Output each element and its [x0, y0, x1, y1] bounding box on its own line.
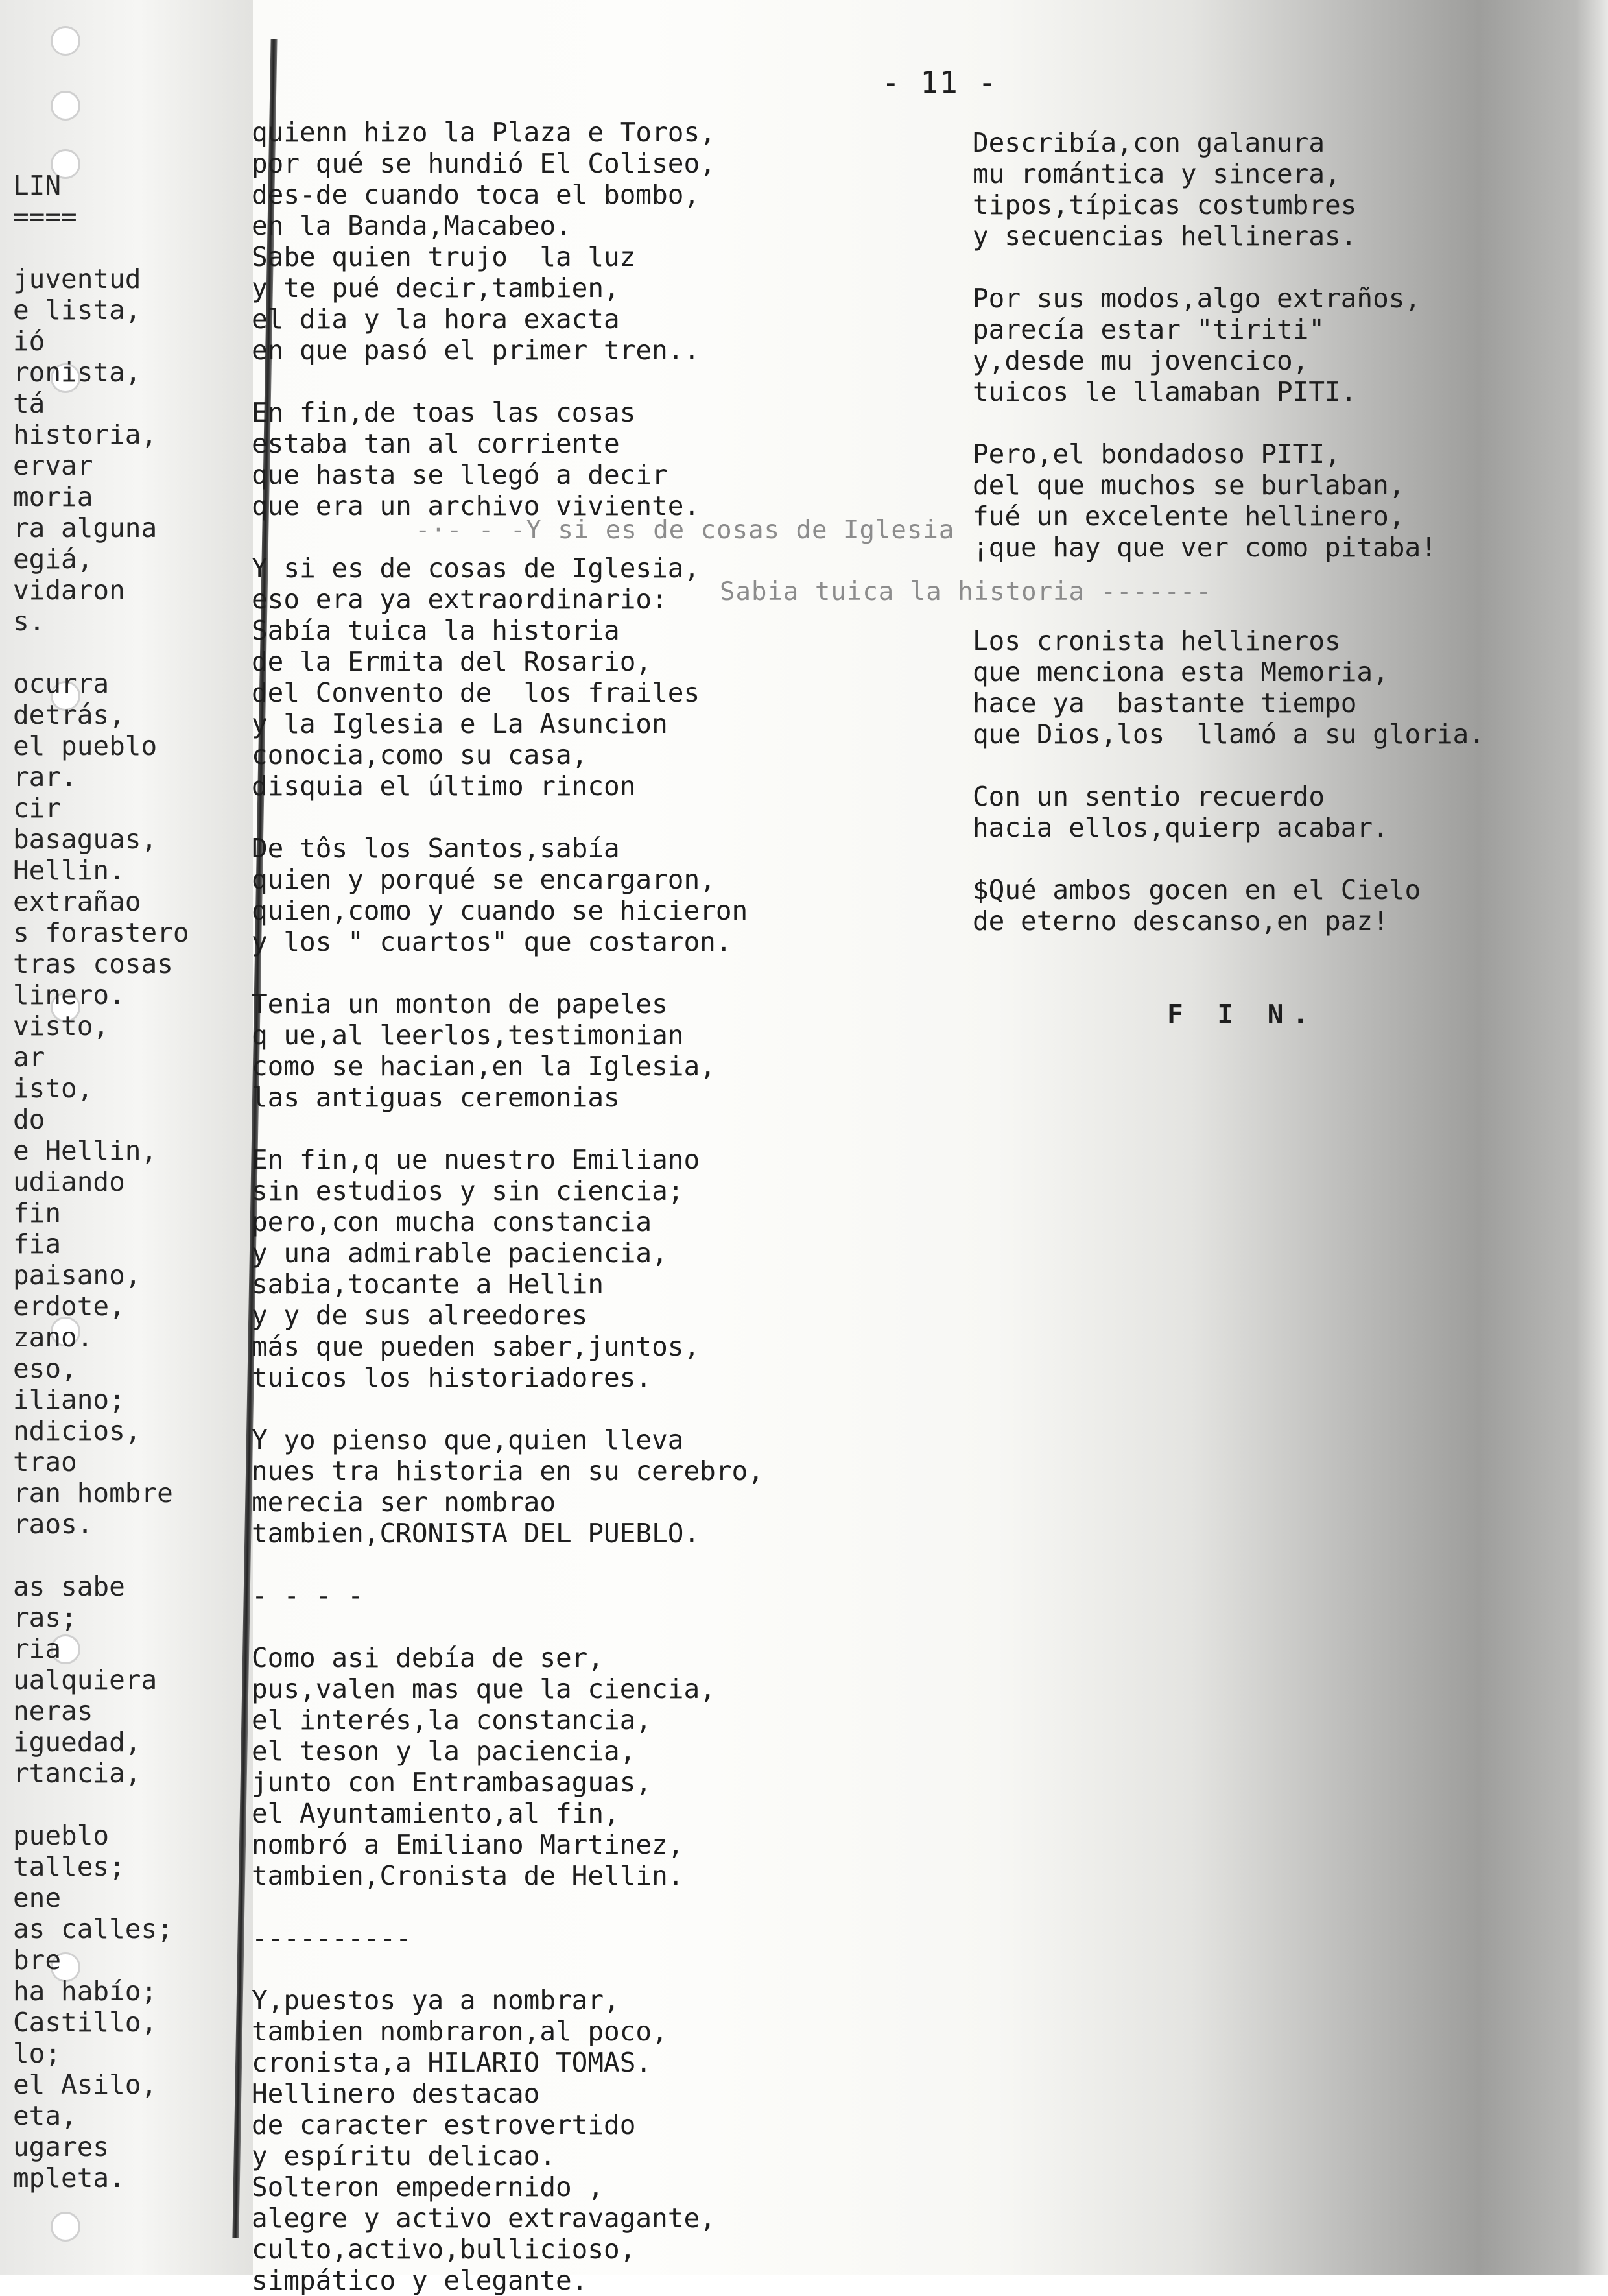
fragment-line: visto, [13, 1010, 110, 1042]
poem-line: En fin,q ue nuestro Emiliano [252, 1144, 700, 1175]
poem-line: que era un archivo viviente. [252, 490, 700, 521]
fragment-line: pueblo [13, 1820, 110, 1851]
stanza-gap [252, 366, 952, 397]
poem-line: hacia ellos,quierp acabar. [973, 812, 1389, 843]
poem-line: tambien,CRONISTA DEL PUEBLO. [252, 1518, 700, 1549]
poem-line: Por sus modos,algo extraños, [973, 283, 1421, 314]
binder-hole-icon [51, 26, 80, 56]
poem-line: Sabe quien trujo la luz [252, 241, 636, 272]
poem-line: Y si es de cosas de Iglesia, [252, 553, 700, 584]
poem-line: Solteron empedernido , [252, 2171, 604, 2203]
fragment-line: paisano, [13, 1260, 141, 1291]
poem-line: por qué se hundió El Coliseo, [252, 148, 716, 179]
fragment-line: do [13, 1104, 45, 1135]
fragment-line: detrás, [13, 699, 125, 730]
poem-line: alegre y activo extravagante, [252, 2203, 716, 2234]
fragment-line: linero. [13, 979, 125, 1010]
overprinted-text-2: Sabia tuica la historia ------- [720, 577, 1212, 606]
poem-line: cronista,a HILARIO TOMAS. [252, 2047, 652, 2078]
poem-line: conocia,como su casa, [252, 739, 588, 771]
poem-line: pus,valen mas que la ciencia, [252, 1673, 716, 1704]
fragment-line: eta, [13, 2100, 77, 2131]
poem-line: hace ya bastante tiempo [973, 688, 1357, 719]
stanza-gap [13, 1789, 246, 1820]
stanza-gap [973, 750, 1595, 781]
poem-line: en la Banda,Macabeo. [252, 210, 572, 241]
stanza-gap [973, 594, 1595, 625]
poem-line: del que muchos se burlaban, [973, 470, 1405, 501]
fragment-line: ra alguna [13, 512, 158, 544]
stanza-gap [252, 802, 952, 833]
poem-line: nues tra historia en su cerebro, [252, 1455, 764, 1487]
poem-line: $Qué ambos gocen en el Cielo [973, 874, 1421, 905]
fragment-line: erdote, [13, 1291, 125, 1322]
stanza-gap [973, 968, 1595, 999]
fragment-line: as sabe [13, 1571, 125, 1602]
fragment-line: fin [13, 1197, 62, 1228]
stanza-gap [252, 1954, 952, 1985]
fragment-line: tá [13, 388, 45, 419]
poem-line: en que pasó el primer tren.. [252, 335, 700, 366]
poem-line: Tenia un monton de papeles [252, 988, 668, 1020]
stanza-gap [13, 232, 246, 263]
fragment-line: e lista, [13, 294, 141, 326]
binder-hole-icon [51, 91, 80, 121]
poem-line: q ue,al leerlos,testimonian [252, 1020, 684, 1051]
fragment-line: tras cosas [13, 948, 173, 979]
poem-line: y,desde mu jovencico, [973, 345, 1309, 376]
poem-line: F I N. [1167, 999, 1318, 1030]
fragment-line: zano. [13, 1322, 93, 1353]
fragment-line: udiando [13, 1166, 125, 1197]
fragment-line: juventud [13, 263, 141, 294]
fragment-line: isto, [13, 1073, 93, 1104]
poem-line: y y de sus alreedores [252, 1300, 588, 1331]
stanza-gap [252, 1611, 952, 1642]
fragment-line: vidaron [13, 575, 125, 606]
stanza-gap [252, 957, 952, 988]
fragment-line: raos. [13, 1509, 93, 1540]
fragment-line: ugares [13, 2131, 110, 2162]
fragment-line: mpleta. [13, 2162, 125, 2194]
fragment-line: bre [13, 1944, 62, 1976]
poem-line: quien,como y cuando se hicieron [252, 895, 748, 926]
fragment-line: Hellin. [13, 855, 125, 886]
poem-line: que hasta se llegó a decir [252, 459, 668, 490]
poem-line: Pero,el bondadoso PITI, [973, 438, 1341, 470]
stanza-gap [13, 637, 246, 668]
poem-line: culto,activo,bullicioso, [252, 2234, 636, 2265]
poem-line: sabia,tocante a Hellin [252, 1269, 604, 1300]
poem-line: quienn hizo la Plaza e Toros, [252, 117, 716, 148]
poem-line: Sabía tuica la historia [252, 615, 620, 646]
fragment-line: rar. [13, 761, 77, 793]
fragment-line: basaguas, [13, 824, 158, 855]
poem-line: disquia el último rincon [252, 771, 636, 802]
fragment-line: ervar [13, 450, 93, 481]
fragment-line: ar [13, 1042, 45, 1073]
poem-line: Y yo pienso que,quien lleva [252, 1424, 684, 1455]
poem-line: quien y porqué se encargaron, [252, 864, 716, 895]
stanza-gap [13, 1540, 246, 1571]
poem-line: merecia ser nombrao [252, 1487, 556, 1518]
fragment-line: traо [13, 1446, 77, 1477]
poem-line: y espíritu delicao. [252, 2140, 556, 2171]
poem-line: del Convento de los frailes [252, 677, 700, 708]
poem-line: nombró a Emiliano Martinez, [252, 1829, 684, 1860]
poem-line: de la Ermita del Rosario, [252, 646, 652, 677]
fragment-line: lo; [13, 2038, 62, 2069]
stanza-gap [973, 563, 1595, 594]
poem-line: ¡que hay que ver como pitaba! [973, 532, 1437, 563]
poem-line: mu romántica y sincera, [973, 158, 1341, 189]
fragment-line: moria [13, 481, 93, 512]
poem-column-right [973, 127, 1595, 1030]
overprinted-text: -·- - -Y si es de cosas de Iglesia [415, 516, 955, 545]
poem-line: Hellinero destacao [252, 2078, 540, 2109]
fragment-line: ió [13, 326, 45, 357]
stanza-gap [252, 1549, 952, 1580]
poem-line: como se hacian,en la Iglesia, [252, 1051, 716, 1082]
fragment-line: ndicios, [13, 1415, 141, 1446]
fragment-line: extrañao [13, 886, 141, 917]
poem-line: tambien,Cronista de Hellin. [252, 1860, 684, 1891]
poem-line: el Ayuntamiento,al fin, [252, 1798, 620, 1829]
fragment-line: eso, [13, 1353, 77, 1384]
poem-line: Y,puestos ya a nombrar, [252, 1985, 620, 2016]
poem-line: y te pué decir,tambien, [252, 272, 620, 304]
poem-line: tuicos le llamaban PITI. [973, 376, 1357, 407]
fragment-line: fia [13, 1228, 62, 1260]
fragment-line: ria [13, 1633, 62, 1664]
poem-line: y la Iglesia e La Asuncion [252, 708, 668, 739]
poem-line: de caracter estrovertido [252, 2109, 636, 2140]
poem-line: y una admirable paciencia, [252, 1238, 668, 1269]
fragment-line: ==== [13, 201, 77, 232]
stanza-gap [973, 937, 1595, 968]
poem-line: ---------- [252, 1922, 412, 1954]
fragment-line: ocurra [13, 668, 110, 699]
poem-line: pero,con mucha constancia [252, 1206, 652, 1238]
poem-line: Describía,con galanura [973, 127, 1325, 158]
previous-page-text-fragments [13, 170, 246, 2194]
page-number: - 11 - [882, 65, 998, 100]
poem-line: sin estudios y sin ciencia; [252, 1175, 684, 1206]
stanza-gap [973, 252, 1595, 283]
stanza-gap [252, 1891, 952, 1922]
fragment-line: historia, [13, 419, 158, 450]
fragment-line: Castillo, [13, 2007, 158, 2038]
poem-line: De tôs los Santos,sabía [252, 833, 620, 864]
fragment-line: talles; [13, 1851, 125, 1882]
poem-line: tipos,típicas costumbres [973, 189, 1357, 221]
fragment-line: e Hellin, [13, 1135, 158, 1166]
poem-line: Los cronista hellineros [973, 625, 1341, 656]
binder-hole-icon [51, 2212, 80, 2242]
poem-line: fué un excelente hellinero, [973, 501, 1405, 532]
poem-line: eso era ya extraordinario: [252, 584, 668, 615]
poem-line: el teson y la paciencia, [252, 1736, 636, 1767]
poem-line: el dia y la hora exacta [252, 304, 620, 335]
poem-line: que menciona esta Memoria, [973, 656, 1389, 688]
stanza-gap [252, 1113, 952, 1144]
fragment-line: ha habío; [13, 1976, 158, 2007]
poem-column-left [252, 117, 955, 2296]
fragment-line: ran hombre [13, 1477, 173, 1509]
poem-line: de eterno descanso,en paz! [973, 905, 1389, 937]
stanza-gap [973, 843, 1595, 874]
poem-line: En fin,de toas las cosas [252, 397, 636, 428]
poem-line: las antiguas ceremonias [252, 1082, 620, 1113]
poem-line: junto con Entrambasaguas, [252, 1767, 652, 1798]
stanza-gap [252, 1393, 952, 1424]
poem-line: tuicos los historiadores. [252, 1362, 652, 1393]
fragment-line: s forastero [13, 917, 189, 948]
stanza-gap [973, 407, 1595, 438]
fragment-line: iliano; [13, 1384, 125, 1415]
fragment-line: ene [13, 1882, 62, 1913]
poem-line: Con un sentio recuerdo [973, 781, 1325, 812]
poem-line: estaba tan al corriente [252, 428, 620, 459]
poem-line: parecía estar "tiriti" [973, 314, 1325, 345]
fragment-line: LIN [13, 170, 62, 201]
poem-line: que Dios,los llamó a su gloria. [973, 719, 1485, 750]
fragment-line: ras; [13, 1602, 77, 1633]
fragment-line: cir [13, 793, 62, 824]
fragment-line: el Asilo, [13, 2069, 158, 2100]
fragment-line: s. [13, 606, 45, 637]
poem-line: y los " cuartos" que costaron. [252, 926, 732, 957]
fragment-line: egiá, [13, 544, 93, 575]
fragment-line: ronista, [13, 357, 141, 388]
poem-line: - - - - [252, 1580, 364, 1611]
fragment-line: ualquiera [13, 1664, 158, 1695]
fragment-line: el pueblo [13, 730, 158, 761]
poem-line: des-de cuando toca el bombo, [252, 179, 700, 210]
fragment-line: rtancia, [13, 1758, 141, 1789]
fragment-line: iguedad, [13, 1727, 141, 1758]
fragment-line: neras [13, 1695, 93, 1727]
poem-line: simpático y elegante. [252, 2265, 588, 2296]
poem-line: Como asi debía de ser, [252, 1642, 604, 1673]
poem-line: y secuencias hellineras. [973, 221, 1357, 252]
fragment-line: as calles; [13, 1913, 173, 1944]
poem-line: tambien nombraron,al poco, [252, 2016, 668, 2047]
poem-line: el interés,la constancia, [252, 1704, 652, 1736]
poem-line: más que pueden saber,juntos, [252, 1331, 700, 1362]
